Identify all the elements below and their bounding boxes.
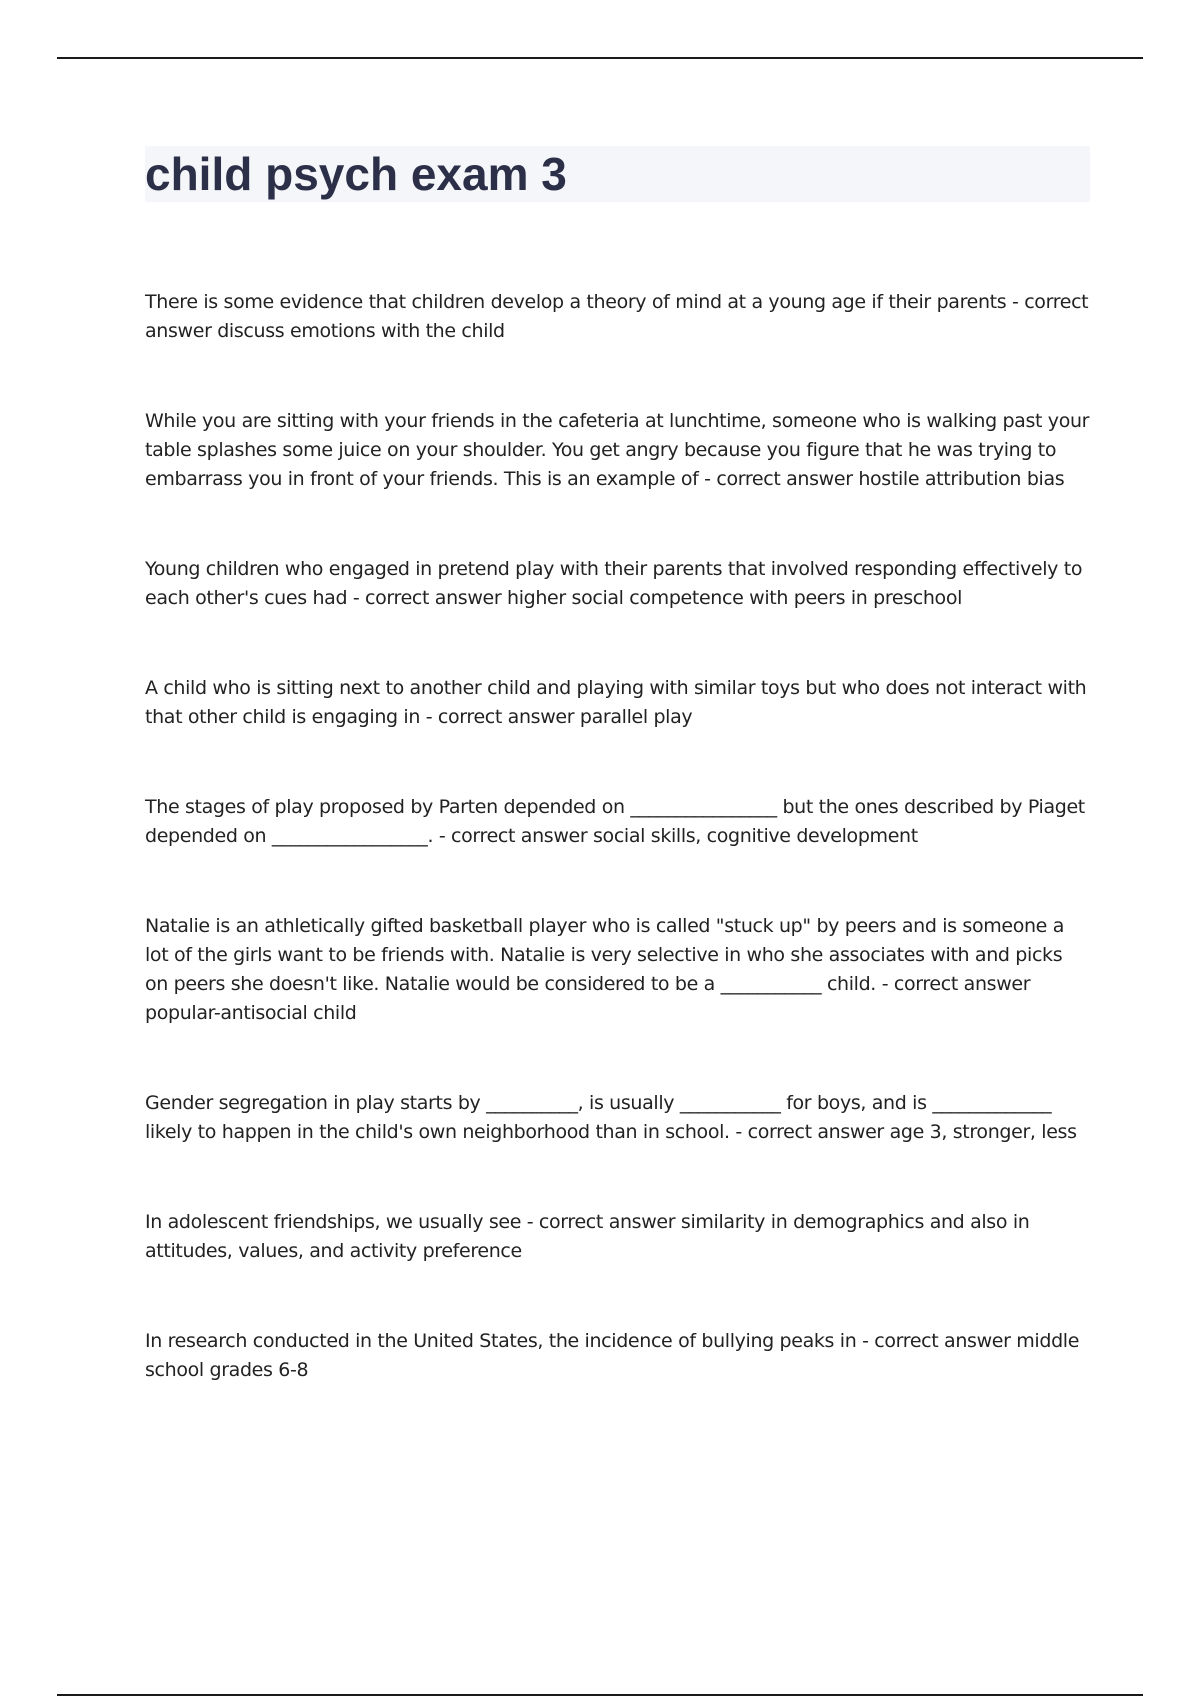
qa-item-8: In adolescent friendships, we usually see - correct answer similarity in demographics and also in attitudes, values, and activity preference	[145, 1211, 1030, 1262]
bottom-rule	[57, 1694, 1143, 1696]
qa-item-4: A child who is sitting next to another child and playing with similar toys but who does not interact with that other child is engaging in - correct answer parallel play	[145, 677, 1087, 728]
page-title: child psych exam 3	[145, 148, 567, 200]
qa-item-3: Young children who engaged in pretend play with their parents that involved responding effectively to each other's cues had - correct answer higher social competence with peers in preschool	[145, 558, 1083, 609]
document-body	[145, 146, 1090, 1446]
qa-item-1: There is some evidence that children develop a theory of mind at a young age if their parents - correct answer discuss emotions with the child	[145, 291, 1089, 342]
qa-item-7: Gender segregation in play starts by __________, is usually ___________ for boys, and is _____________ likely to happen in the child's own neighborhood than in school. - correct answer age 3, stronger, less	[145, 1092, 1077, 1143]
top-rule	[57, 57, 1143, 59]
qa-item-9: In research conducted in the United States, the incidence of bullying peaks in - correct answer middle school grades 6-8	[145, 1330, 1080, 1381]
qa-list	[145, 288, 1090, 1385]
qa-item-5: The stages of play proposed by Parten depended on ________________ but the ones described by Piaget depended on _________________. - correct answer social skills, cognitive development	[145, 796, 1085, 847]
qa-item-2: While you are sitting with your friends in the cafeteria at lunchtime, someone who is walking past your table splashes some juice on your shoulder. You get angry because you figure that he was trying to embarrass you in front of your friends. This is an example of - correct answer hostile attribution bias	[145, 410, 1090, 490]
title-bar	[145, 146, 1090, 202]
qa-item-6: Natalie is an athletically gifted basketball player who is called "stuck up" by peers and is someone a lot of the girls want to be friends with. Natalie is very selective in who she associates with and picks on peers she doesn't like. Natalie would be considered to be a ___________ child. - correct answer popular-antisocial child	[145, 915, 1065, 1024]
